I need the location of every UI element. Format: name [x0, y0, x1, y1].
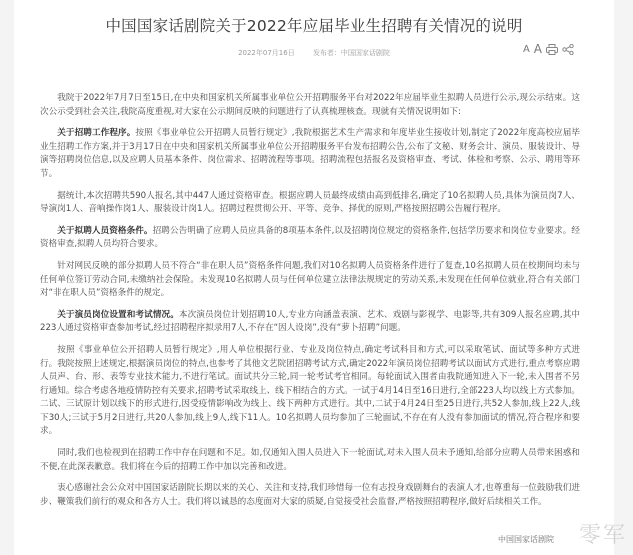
font-increase-button[interactable]: A	[533, 42, 542, 56]
article-page	[14, 0, 614, 555]
section-heading: 关于演员岗位设置和考试情况。	[57, 309, 179, 320]
section-heading: 关于拟聘人员资格条件。	[57, 225, 153, 236]
article-tools	[523, 42, 574, 56]
paragraph: 关于招聘工作程序。按照《事业单位公开招聘人员暂行规定》,我院根据艺术生产需求和年度毕业生接收计划,制定了2022年度高校应届毕业生招聘工作方案,并于3月17日在中央和国家机关所属事业单位公开招聘服务平台发布招聘公告,公布了文秘、财务会计、演员、服装设计、导演等招聘岗位信息,以及应聘人员基本条件、岗位需求、招聘流程等事项。招聘流程包括报名及资格审查、考试、体检和考察、公示、聘用等环节。	[40, 128, 580, 179]
paragraph: 按照《事业单位公开招聘人员暂行规定》,用人单位根据行业、专业及岗位特点,确定考试科目和方式,可以采取笔试、面试等多种方式进行。我院按照上述规定,根据演员岗位的特点,也参考了其他文艺院团招聘考试方式,确定2022年演员岗位招聘考试以面试方式进行,重点考察应聘人员声、台、形、表等专业技术能力,不进行笔试。面试共分三轮,同一轮考试考官相同。每轮面试入围者由我院通知进入下一轮,未入围者不另行通知。综合考虑各地疫情防控有关要求,招聘考试采取线上、线下相结合的方式。一试于4月14日至16日进行,全部223人均以线上方式参加。二试、三试原计划以线下的形式进行,因受疫情影响改为线上、线下两种方式进行。其中,二试于4月24日至25日进行,共52人参加,线上22人,线下30人;三试于5月2日进行,共20人参加,线上9人,线下11人。10名拟聘人员均参加了三轮面试,不存在有人没有参加面试的情况,符合程序和要求。	[40, 344, 580, 437]
publish-date: 2022年07月16日	[238, 49, 295, 57]
font-decrease-button[interactable]: A	[522, 43, 530, 55]
signature: 中国国家话剧院	[498, 535, 554, 544]
article-body	[40, 92, 580, 517]
article-title: 中国国家话剧院关于2022年应届毕业生招聘有关情况的说明	[105, 17, 523, 35]
paragraph: 据统计,本次招聘共590人报名,其中447人通过资格审查。根据应聘人员最终成绩由高到低排名,确定了10名拟聘人员,具体为演员岗7人、导演岗1人、音响操作岗1人、服装设计岗1人。招聘过程贯彻公开、平等、竞争、择优的原则,严格按照招聘公告履行程序。	[40, 190, 580, 215]
printer-icon[interactable]	[546, 44, 558, 55]
share-icon[interactable]	[562, 44, 574, 55]
paragraph: 同时,我们也检视到在招聘工作中存在问题和不足。如,仅通知入围人员进入下一轮面试,对未入围人员未予通知,给部分应聘人员带来困惑和不便,在此深表歉意。我们将在今后的招聘工作中加以完善和改进。	[40, 448, 580, 472]
publisher: 发布者：中国国家话剧院	[312, 49, 390, 57]
paragraph: 关于演员岗位设置和考试情况。本次演员岗位计划招聘10人,专业方向涵盖表演、艺术、戏剧与影视学、电影等,共有309人报名应聘,其中223人通过资格审查参加考试,经过招聘程序拟录用7人,不存在“因人设岗”,没有“萝卜招聘”问题。	[40, 309, 580, 334]
paragraph: 衷心感谢社会公众对中国国家话剧院长期以来的关心、关注和支持,我们珍惜每一位有志投身戏剧舞台的表演人才,也尊重每一位鼓励我们进步、鞭策我们前行的观众和各方人士。我们将以诚恳的态度面对大家的质疑,自觉接受社会监督,严格按照招聘程序,做好后续相关工作。	[40, 483, 580, 507]
watermark: 零军	[578, 523, 627, 548]
paragraph: 针对网民反映的部分拟聘人员不符合“非在职人员”资格条件问题,我们对10名拟聘人员资格条件进行了复查,10名拟聘人员在校期间均未与任何单位签订劳动合同,未缴纳社会保险。未发现10名拟聘人员与任何单位建立法律法规规定的劳动关系,未发现在任何单位就业,符合有关部门对“非在职人员”资格条件的规定。	[40, 260, 580, 299]
section-heading: 关于招聘工作程序。	[57, 128, 136, 139]
paragraph: 关于拟聘人员资格条件。招聘公告明确了应聘人员应具备的8项基本条件,以及招聘岗位规定的资格条件,包括学历要求和岗位专业要求。经资格审查,拟聘人员均符合要求。	[40, 225, 580, 250]
paragraph: 我院于2022年7月7日至15日,在中央和国家机关所属事业单位公开招聘服务平台对2022年应届毕业生拟聘人员进行公示,现公示结束。这次公示受到社会关注,我院高度重视,对大家在公示期间反映的问题进行了认真梳理核查。现就有关情况说明如下:	[40, 93, 580, 117]
